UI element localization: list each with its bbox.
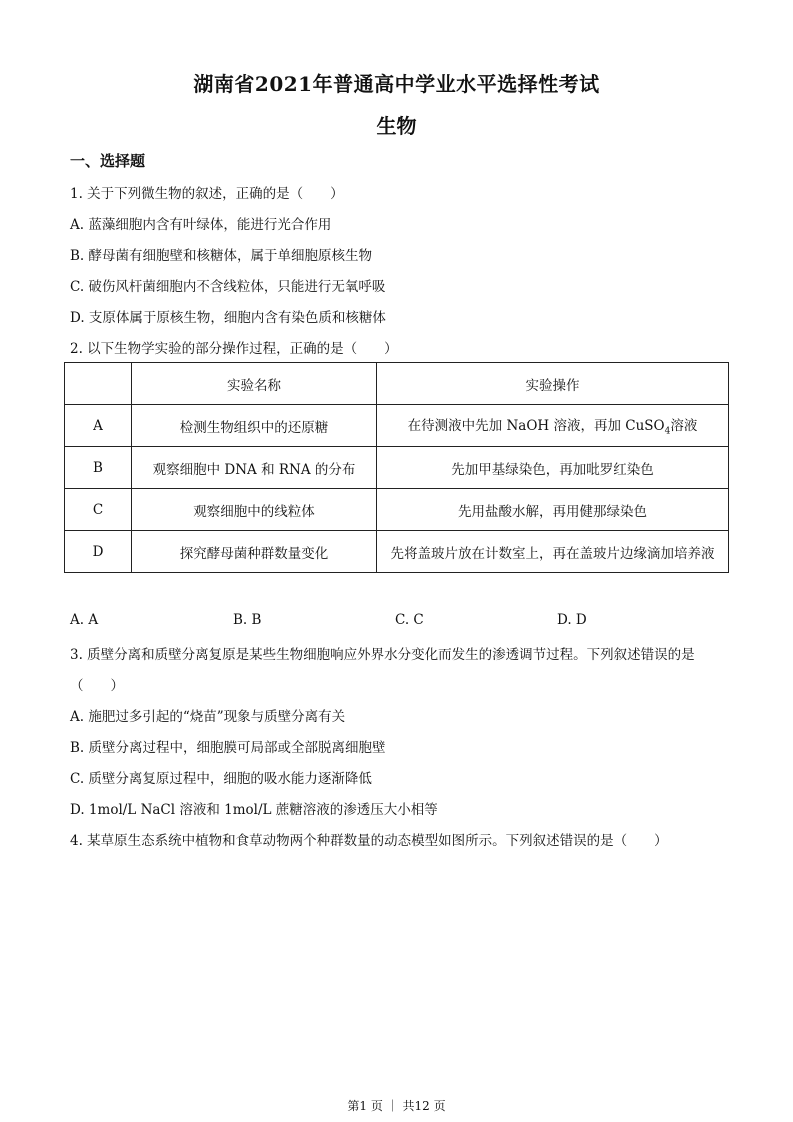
q3-option-b: B. 质壁分离过程中，细胞膜可局部或全部脱离细胞壁 [70, 740, 386, 756]
section-heading: 一、选择题 [70, 152, 146, 170]
table-cell-key: B [65, 447, 132, 489]
q2-stem: 2. 以下生物学实验的部分操作过程，正确的是（ ） [70, 341, 398, 357]
table-row [65, 405, 729, 447]
table-cell-op: 先用盐酸水解，再用健那绿染色 [377, 489, 729, 531]
table-cell-name: 检测生物组织中的还原糖 [132, 405, 377, 447]
op-text: 在待测液中先加 NaOH 溶液，再加 CuSO [407, 418, 665, 435]
q3-option-a: A. 施肥过多引起的“烧苗”现象与质壁分离有关 [70, 709, 346, 725]
table-cell-op: 先将盖玻片放在计数室上，再在盖玻片边缘滴加培养液 [377, 531, 729, 573]
page-subtitle: 生物 [376, 114, 417, 138]
table-cell-name: 观察细胞中的线粒体 [132, 489, 377, 531]
experiment-table [64, 362, 729, 573]
q1-stem: 1. 关于下列微生物的叙述，正确的是（ ） [70, 186, 344, 202]
table-cell-name: 观察细胞中 DNA 和 RNA 的分布 [132, 447, 377, 489]
table-header-cell: 实验操作 [377, 363, 729, 405]
q3-option-c: C. 质壁分离复原过程中，细胞的吸水能力逐渐降低 [70, 771, 372, 787]
q2-choice-b: B. B [233, 612, 262, 628]
q3-option-d: D. 1mol/L NaCl 溶液和 1mol/L 蔗糖溶液的渗透压大小相等 [70, 802, 438, 818]
op-subscript: 4 [664, 426, 671, 437]
op-text: 溶液 [670, 418, 698, 435]
q3-stem: 3. 质壁分离和质壁分离复原是某些生物细胞响应外界水分变化而发生的渗透调节过程。下列叙述错误的是 [70, 647, 695, 663]
table-row [65, 447, 729, 489]
page-title: 湖南省2021年普通高中学业水平选择性考试 [193, 72, 600, 96]
q2-choice-d: D. D [557, 612, 587, 628]
table-cell-op [377, 405, 729, 447]
table-cell-op: 先加甲基绿染色，再加吡罗红染色 [377, 447, 729, 489]
table-cell-name: 探究酵母菌种群数量变化 [132, 531, 377, 573]
q1-option-d: D. 支原体属于原核生物，细胞内含有染色质和核糖体 [70, 310, 386, 326]
table-header-row [65, 363, 729, 405]
q2-choice-a: A. A [70, 612, 99, 628]
table-cell-key: C [65, 489, 132, 531]
q4-stem: 4. 某草原生态系统中植物和食草动物两个种群数量的动态模型如图所示。下列叙述错误的是（ ） [70, 833, 668, 849]
table-cell-key: A [65, 405, 132, 447]
table-row [65, 489, 729, 531]
q1-option-b: B. 酵母菌有细胞壁和核糖体，属于单细胞原核生物 [70, 248, 373, 264]
q2-choice-c: C. C [395, 612, 424, 628]
q1-option-a: A. 蓝藻细胞内含有叶绿体，能进行光合作用 [70, 217, 332, 233]
page-footer: 第1 页 ｜ 共12 页 [347, 1099, 446, 1113]
table-row [65, 531, 729, 573]
q1-option-c: C. 破伤风杆菌细胞内不含线粒体，只能进行无氧呼吸 [70, 279, 386, 295]
table-cell-key: D [65, 531, 132, 573]
table-header-cell: 实验名称 [132, 363, 377, 405]
table-header-cell [65, 363, 132, 405]
q3-stem-cont: （ ） [70, 678, 124, 694]
